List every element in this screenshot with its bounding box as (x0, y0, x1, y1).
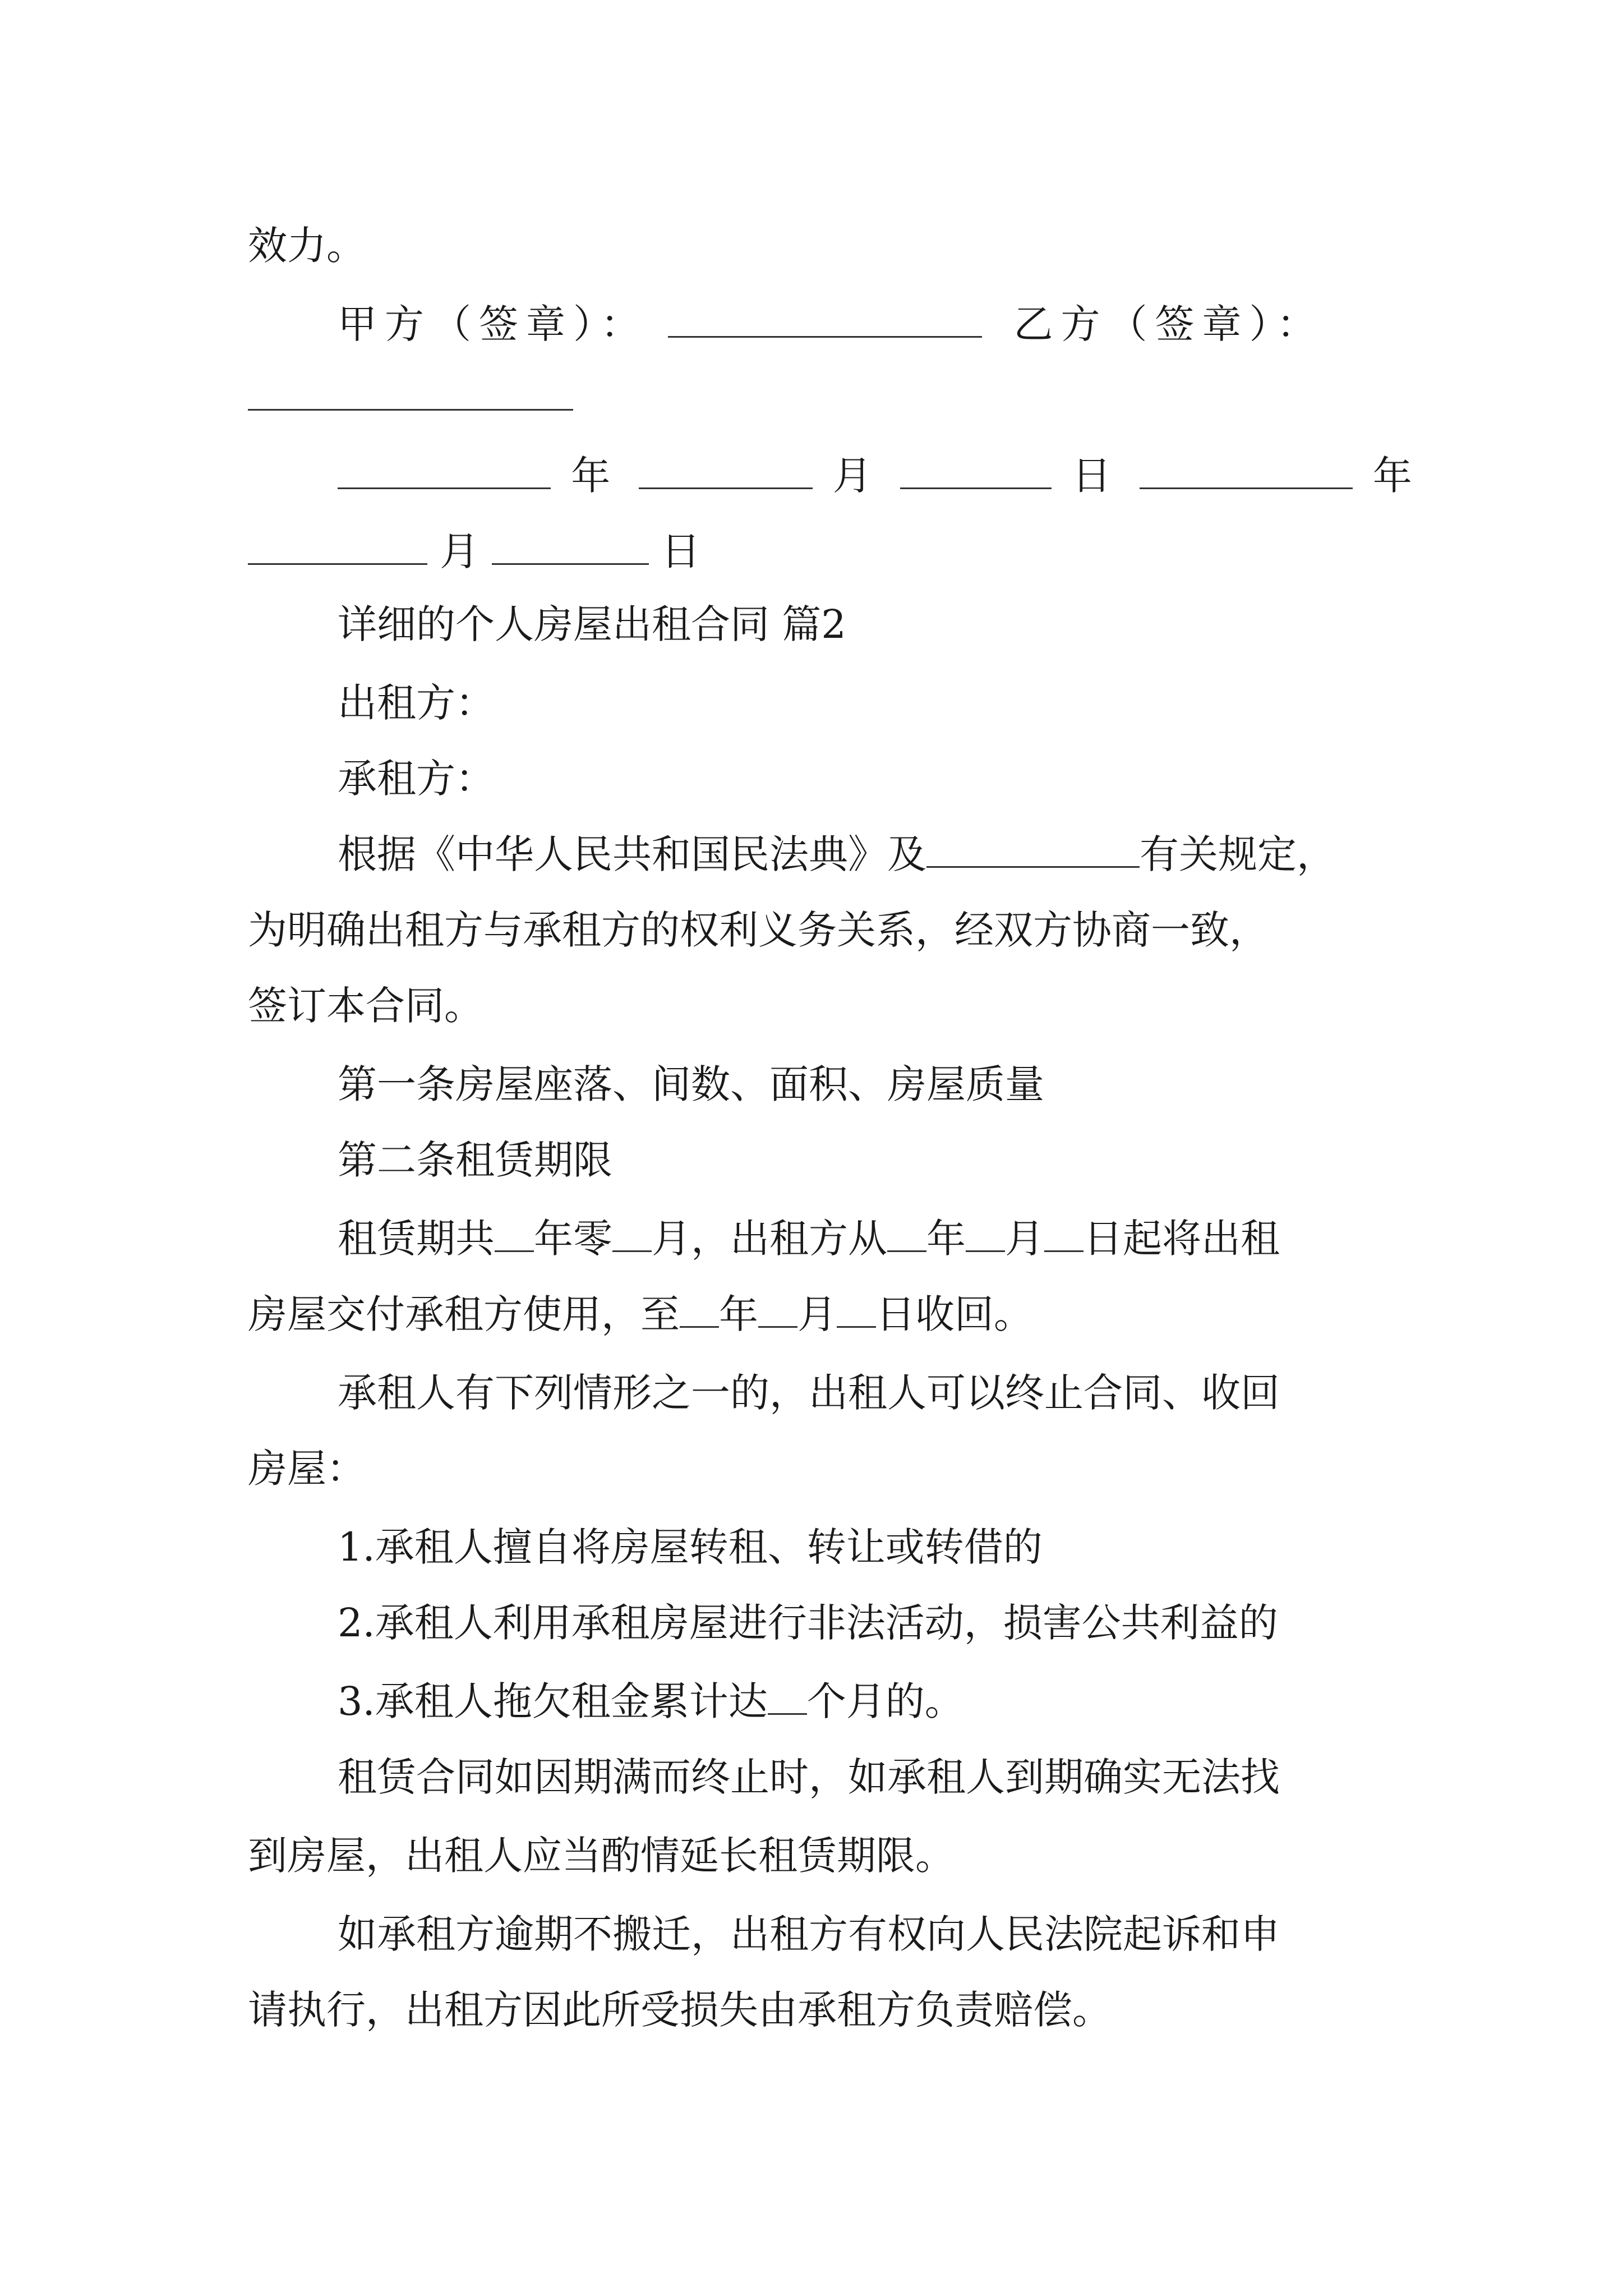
text: 第二条租赁期限 (338, 1137, 612, 1183)
signature-line (338, 297, 1324, 351)
date-line-continued (248, 524, 700, 578)
paragraph-line (338, 1212, 1280, 1266)
year-label: 年 (571, 453, 619, 499)
paragraph-line (338, 752, 495, 806)
blank (758, 1295, 797, 1328)
year-blank (338, 456, 551, 489)
text: 年 (926, 1216, 966, 1262)
blank (1044, 1219, 1083, 1252)
text: 请执行，出租方因此所受损失由承租方负责赔偿。 (248, 1987, 1112, 2033)
text: 有关规定， (1140, 831, 1336, 877)
blank (495, 1219, 534, 1252)
text: 年 (719, 1291, 758, 1337)
day-blank (492, 532, 649, 565)
month-blank (248, 532, 427, 565)
blank (887, 1219, 926, 1252)
paragraph-line (338, 1907, 1280, 1961)
paragraph-line (338, 1750, 1280, 1804)
text: 为明确出租方与承租方的权利义务关系，经双方协商一致， (248, 907, 1269, 953)
date-line (338, 449, 1420, 503)
paragraph-line (248, 1287, 1033, 1341)
text: 如承租方逾期不搬迁，出租方有权向人民法院起诉和申 (338, 1911, 1280, 1957)
text: 月，出租方从 (652, 1216, 887, 1262)
month-blank (639, 456, 813, 489)
paragraph-line (248, 219, 366, 273)
text: 2.承租人利用承租房屋进行非法活动，损害公共利益的 (338, 1600, 1278, 1646)
paragraph-line (248, 1983, 1112, 2037)
text: 日收回。 (876, 1291, 1033, 1337)
paragraph-line (338, 1366, 1280, 1420)
blank (966, 1219, 1005, 1252)
day-label: 日 (661, 528, 700, 574)
text: 月 (1005, 1216, 1044, 1262)
regulation-blank (926, 835, 1140, 868)
blank (680, 1295, 719, 1328)
text: 个月的。 (806, 1678, 964, 1724)
article-heading (338, 1133, 612, 1187)
text: 签订本合同。 (248, 983, 483, 1029)
text: 出租方： (338, 680, 495, 726)
day-blank (900, 456, 1052, 489)
article-heading (338, 1057, 1044, 1111)
day-label: 日 (1072, 453, 1119, 499)
text: 日起将出租 (1083, 1216, 1280, 1262)
section-heading (338, 597, 846, 651)
blank (768, 1682, 807, 1715)
heading-text: 详细的个人房屋出租合同 篇2 (338, 601, 846, 647)
text: 1.承租人擅自将房屋转租、转让或转借的 (338, 1524, 1043, 1570)
party-b-signature-blank (248, 378, 573, 411)
text: 效力。 (248, 223, 366, 269)
year-label: 年 (1372, 453, 1420, 499)
paragraph-line (248, 903, 1269, 957)
paragraph-line (248, 1442, 366, 1496)
list-item (338, 1674, 964, 1728)
text: 到房屋，出租人应当酌情延长租赁期限。 (248, 1833, 955, 1879)
text: 第一条房屋座落、间数、面积、房屋质量 (338, 1061, 1044, 1107)
party-a-signature-blank (668, 305, 982, 338)
paragraph-line (248, 979, 483, 1033)
list-item (338, 1596, 1278, 1650)
signature-blank-line (248, 370, 573, 424)
paragraph-line (248, 1829, 955, 1883)
text: 年零 (534, 1216, 612, 1262)
month-label: 月 (832, 453, 880, 499)
text: 承租人有下列情形之一的，出租人可以终止合同、收回 (338, 1370, 1280, 1416)
party-a-signature-label: 甲方（签章）： (338, 301, 648, 347)
list-item (338, 1520, 1043, 1574)
year-blank (1140, 456, 1353, 489)
text: 租赁合同如因期满而终止时，如承租人到期确实无法找 (338, 1754, 1280, 1800)
party-b-signature-label: 乙方（签章）： (1013, 301, 1324, 347)
text: 租赁期共 (338, 1216, 495, 1262)
text: 3.承租人拖欠租金累计达 (338, 1678, 768, 1724)
blank (837, 1295, 876, 1328)
paragraph-line (338, 827, 1336, 881)
text: 承租方： (338, 756, 495, 802)
text: 房屋交付承租方使用，至 (248, 1291, 680, 1337)
text: 根据《中华人民共和国民法典》及 (338, 831, 926, 877)
paragraph-line (338, 676, 495, 730)
month-label: 月 (440, 528, 479, 574)
text: 月 (797, 1291, 837, 1337)
blank (612, 1219, 652, 1252)
text: 房屋： (248, 1446, 366, 1492)
